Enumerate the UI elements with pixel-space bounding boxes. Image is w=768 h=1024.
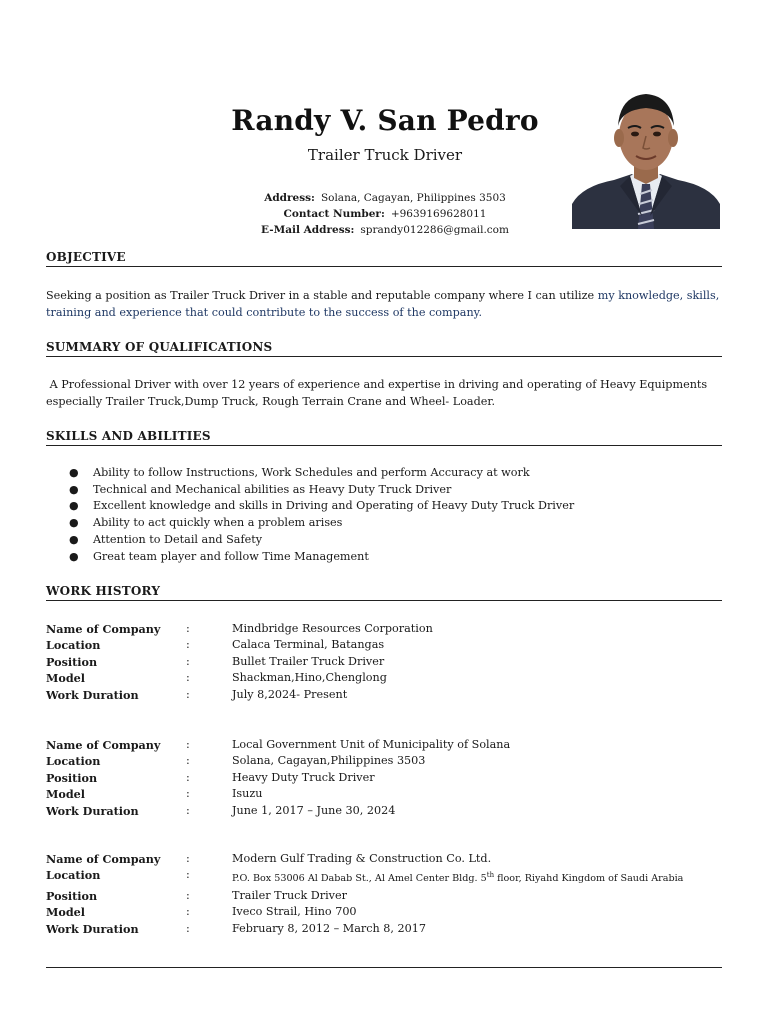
bullet-icon: ● [69,549,79,563]
job-duration-row: Work Duration : July 8,2024- Present [46,687,348,702]
job-model-row: Model : Isuzu [46,787,263,802]
email-line [150,222,620,238]
objective-text-part2: my knowledge, skills, training and experience that could contribute to the success of the company. [46,289,720,319]
bullet-icon: ● [69,466,79,479]
skills-heading: SKILLS AND ABILITIES [46,429,722,446]
job-position-row: Position : Bullet Trailer Truck Driver [46,654,385,669]
job-company-row: Name of Company : Mindbridge Resources Corporation [46,622,433,636]
summary-text: A Professional Driver with over 12 years of experience and expertise in driving and operating of Heavy Equipments especially Trailer Truck,Dump Truck, Rough Terrain Crane and Wheel- Loader. [46,378,711,408]
list-item: ● Technical and Mechanical abilities as Heavy Duty Truck Driver [46,482,722,499]
list-item: ● Ability to act quickly when a problem arises [46,515,722,532]
objective-heading: OBJECTIVE [46,250,722,267]
profile-photo [572,86,720,229]
job-duration-row: Work Duration : June 1, 2017 – June 30, 2024 [46,803,396,818]
job-model-row: Model : Iveco Strail, Hino 700 [46,905,357,920]
bullet-icon: ● [69,532,79,546]
bullet-icon: ● [69,499,79,513]
job-duration-row: Work Duration : February 8, 2012 – March 8, 2017 [46,921,426,936]
person-portrait-icon [572,86,720,229]
bullet-icon: ● [69,516,79,530]
job-location-row: Location : P.O. Box 53006 Al Dabab St., Al Amel Center Bldg. 5th floor, Riyahd Kingdom of Saudi Arabia [46,868,684,885]
job-location-row: Location : Solana, Cagayan,Philippines 3503 [46,754,426,769]
address-label: Address: [264,192,315,204]
bottom-divider [46,967,722,968]
job-company-row: Name of Company : Local Government Unit of Municipality of Solana [46,738,511,752]
job-position-row: Position : Trailer Truck Driver [46,889,347,903]
phone-label: Contact Number: [283,208,385,220]
contact-block [150,190,620,238]
job-location-row: Location : Calaca Terminal, Batangas [46,638,385,653]
job-entry-1 [46,621,722,703]
job-model-row: Model : Shackman,Hino,Chenglong [46,671,387,686]
job-entry-2 [46,737,722,819]
objective-text-part1: Seeking a position as Trailer Truck Driver in a stable and reputable company where I can utilize [46,289,595,302]
email-value: sprandy012286@gmail.com [360,224,509,236]
work-history-heading: WORK HISTORY [46,584,722,601]
phone-value: +9639169628011 [390,208,487,220]
bullet-icon: ● [69,482,79,496]
address-value: Solana, Cagayan, Philippines 3503 [320,192,506,204]
applicant-title: Trailer Truck Driver [307,146,463,164]
applicant-name: Randy V. San Pedro [231,104,539,137]
list-item: ● Great team player and follow Time Management [46,549,722,566]
objective-text [46,288,722,321]
job-position-row: Position : Heavy Duty Truck Driver [46,770,375,785]
summary-heading: SUMMARY OF QUALIFICATIONS [46,340,722,357]
list-item: ● Ability to follow Instructions, Work Schedules and perform Accuracy at work [46,465,722,482]
email-label: E-Mail Address: [261,224,355,236]
phone-line [150,206,620,222]
list-item: ● Attention to Detail and Safety [46,532,722,549]
list-item: ● Excellent knowledge and skills in Driving and Operating of Heavy Duty Truck Driver [46,498,722,515]
job-company-row: Name of Company : Modern Gulf Trading & Construction Co. Ltd. [46,852,492,866]
job-entry-3 [46,851,722,937]
skills-list [46,465,722,565]
address-line [150,190,620,206]
